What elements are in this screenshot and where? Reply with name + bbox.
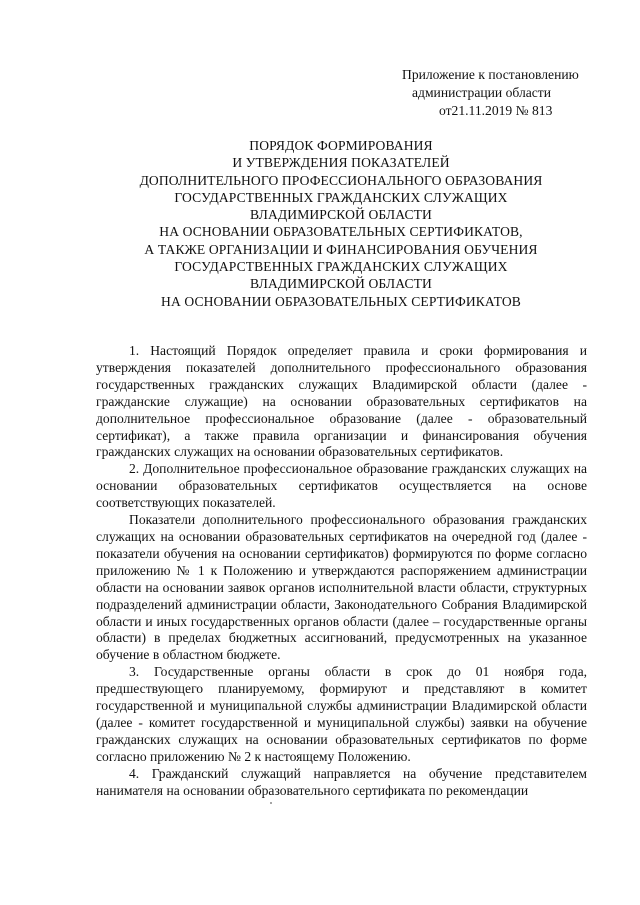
appendix-note xyxy=(402,66,612,120)
title-line: ВЛАДИМИРСКОЙ ОБЛАСТИ xyxy=(250,276,432,292)
title-line: НА ОСНОВАНИИ ОБРАЗОВАТЕЛЬНЫХ СЕРТИФИКАТОВ, xyxy=(159,224,523,240)
paragraph-1: 1. Настоящий Порядок определяет правила и сроки формирования и утверждения показателей дополнительного профессионального образования государственных гражданских служащих Владимирской области (далее - гражданские служащие) на основании образовательных сертификатов на дополнительное профессиональное образование (далее - образовательный сертификат), а также правила организации и финансирования обучения гражданских служащих на основании образовательных сертификатов. xyxy=(96,343,587,460)
title-line: ДОПОЛНИТЕЛЬНОГО ПРОФЕССИОНАЛЬНОГО ОБРАЗОВАНИЯ xyxy=(139,172,543,188)
appendix-line-1: Приложение к постановлению xyxy=(402,67,579,82)
document-body xyxy=(96,343,587,799)
title-line: ПОРЯДОК ФОРМИРОВАНИЯ xyxy=(249,138,433,153)
appendix-line-3: от21.11.2019 № 813 xyxy=(439,103,553,118)
title-line: А ТАКЖЕ ОРГАНИЗАЦИИ И ФИНАНСИРОВАНИЯ ОБУЧЕНИЯ xyxy=(144,241,538,257)
title-line: ГОСУДАРСТВЕННЫХ ГРАЖДАНСКИХ СЛУЖАЩИХ xyxy=(174,259,508,275)
title-line: ВЛАДИМИРСКОЙ ОБЛАСТИ xyxy=(250,207,432,223)
paragraph-3: 3. Государственные органы области в срок до 01 ноября года, предшествующего планируемому, формируют и представляют в комитет государственной и муниципальной службы администрации Владимирской области (далее - комитет государственной и муниципальной службы) заявки на обучение гражданских служащих на основании образовательных сертификатов по форме согласно приложению № 2 к настоящему Положению. xyxy=(96,664,587,764)
scan-speck xyxy=(270,802,272,804)
title-line: И УТВЕРЖДЕНИЯ ПОКАЗАТЕЛЕЙ xyxy=(232,155,450,171)
title-line: НА ОСНОВАНИИ ОБРАЗОВАТЕЛЬНЫХ СЕРТИФИКАТОВ xyxy=(161,293,521,309)
appendix-line-2: администрации области xyxy=(412,85,552,100)
paragraph-2: 2. Дополнительное профессиональное образование гражданских служащих на основании образовательных сертификатов осуществляется на основе соответствующих показателей. xyxy=(96,461,587,511)
paragraph-2-continued: Показатели дополнительного профессионального образования гражданских служащих на основании образовательных сертификатов на очередной год (далее - показатели обучения на основании сертификатов) формируются по форме согласно приложению № 1 к Положению и утверждаются распоряжением администрации области на основании заявок органов исполнительной власти области, структурных подразделений администрации области, Законодательного Собрания Владимирской области и иных государственных органов области (далее – государственные органы области) в пределах бюджетных ассигнований, предусмотренных на указанное обучение в областном бюджете. xyxy=(96,512,587,663)
paragraph-4: 4. Гражданский служащий направляется на обучение представителем нанимателя на основании образовательного сертификата по рекомендации xyxy=(96,765,587,798)
document-title xyxy=(96,137,586,310)
title-line: ГОСУДАРСТВЕННЫХ ГРАЖДАНСКИХ СЛУЖАЩИХ xyxy=(174,189,508,205)
